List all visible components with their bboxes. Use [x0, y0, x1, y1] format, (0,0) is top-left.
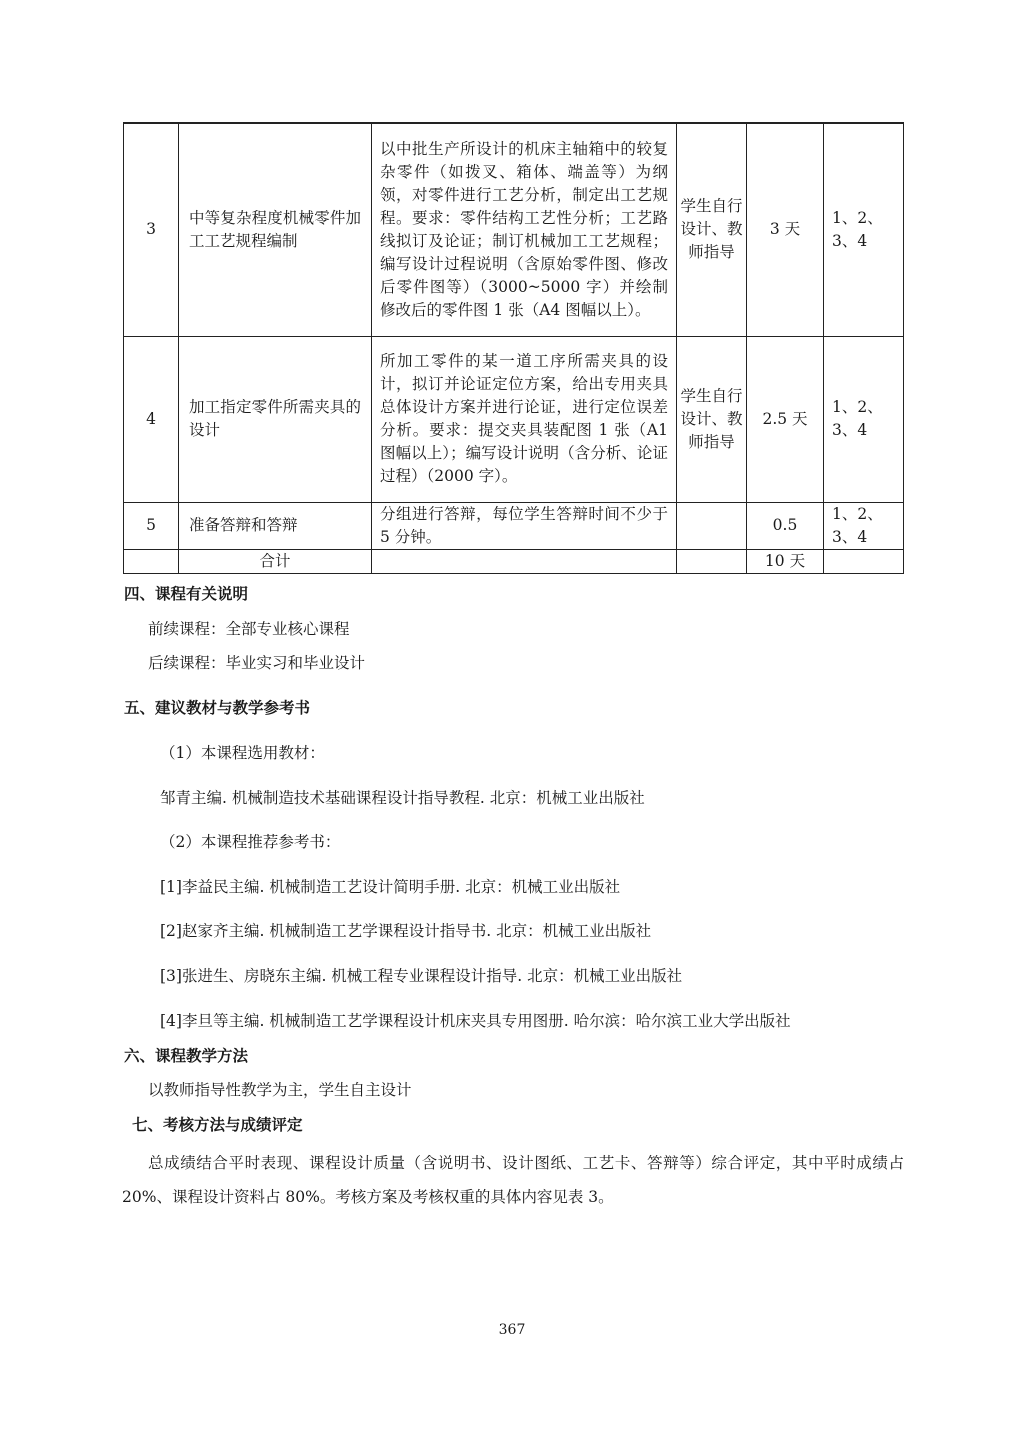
table-row — [124, 336, 904, 502]
row-mode — [677, 502, 747, 549]
row-number: 3 — [124, 123, 179, 336]
total-label: 合计 — [179, 549, 372, 573]
row-mode: 学生自行设计、教师指导 — [677, 336, 747, 502]
reference-item: [2]赵家齐主编. 机械制造工艺学课程设计指导书. 北京：机械工业出版社 — [160, 922, 652, 940]
table-row — [124, 502, 904, 549]
row-description: 所加工零件的某一道工序所需夹具的设计，拟订并论证定位方案，给出专用夹具总体设计方案并进行论证，进行定位误差分析。要求：提交夹具装配图 1 张（A1 图幅以上）；编写设计说明（含分析、论证过程）（2000 字）。 — [372, 336, 677, 502]
page-number: 367 — [498, 1322, 526, 1338]
row-days: 3 天 — [747, 123, 824, 336]
section7-heading: 七、考核方法与成绩评定 — [132, 1116, 303, 1134]
row-title: 加工指定零件所需夹具的设计 — [179, 336, 372, 502]
reference-subheading: （2）本课程推荐参考书： — [160, 833, 341, 851]
reference-item: [4]李旦等主编. 机械制造工艺学课程设计机床夹具专用图册. 哈尔滨：哈尔滨工业大学出版社 — [160, 1012, 791, 1030]
textbook-subheading: （1）本课程选用教材： — [160, 744, 325, 762]
section4-heading: 四、课程有关说明 — [124, 585, 249, 603]
row-mode: 学生自行设计、教师指导 — [677, 123, 747, 336]
row-number: 5 — [124, 502, 179, 549]
textbook-entry: 邹青主编. 机械制造技术基础课程设计指导教程. 北京：机械工业出版社 — [160, 789, 645, 807]
row-refs: 1、2、3、4 — [824, 336, 904, 502]
row-days: 2.5 天 — [747, 336, 824, 502]
section5-heading: 五、建议教材与教学参考书 — [124, 699, 311, 717]
row-description: 分组进行答辩，每位学生答辩时间不少于 5 分钟。 — [372, 502, 677, 549]
row-title: 准备答辩和答辩 — [179, 502, 372, 549]
reference-item: [1]李益民主编. 机械制造工艺设计简明手册. 北京：机械工业出版社 — [160, 878, 621, 896]
row-refs: 1、2、3、4 — [824, 502, 904, 549]
assessment-text: 总成绩结合平时表现、课程设计质量（含说明书、设计图纸、工艺卡、答辩等）综合评定，其中平时成绩占 20%、课程设计资料占 80%。考核方案及考核权重的具体内容见表 3。 — [122, 1154, 904, 1206]
section6-heading: 六、课程教学方法 — [124, 1047, 249, 1065]
table-row — [124, 123, 904, 336]
teaching-method-text: 以教师指导性教学为主，学生自主设计 — [148, 1081, 412, 1099]
table-total-row — [124, 549, 904, 573]
total-days: 10 天 — [747, 549, 824, 573]
prerequisite-courses: 前续课程：全部专业核心课程 — [148, 620, 350, 638]
row-days: 0.5 — [747, 502, 824, 549]
course-content-table — [123, 122, 904, 574]
row-refs: 1、2、3、4 — [824, 123, 904, 336]
row-title: 中等复杂程度机械零件加工工艺规程编制 — [179, 123, 372, 336]
row-description: 以中批生产所设计的机床主轴箱中的较复杂零件（如拨叉、箱体、端盖等）为纲领，对零件进行工艺分析，制定出工艺规程。要求：零件结构工艺性分析；工艺路线拟订及论证；制订机械加工工艺规程；编写设计过程说明（含原始零件图、修改后零件图等）（3000~5000 字）并绘制修改后的零件图 1 张（A4 图幅以上）。 — [372, 123, 677, 336]
reference-item: [3]张进生、房晓东主编. 机械工程专业课程设计指导. 北京：机械工业出版社 — [160, 967, 683, 985]
follow-up-courses: 后续课程：毕业实习和毕业设计 — [148, 654, 366, 672]
row-number: 4 — [124, 336, 179, 502]
